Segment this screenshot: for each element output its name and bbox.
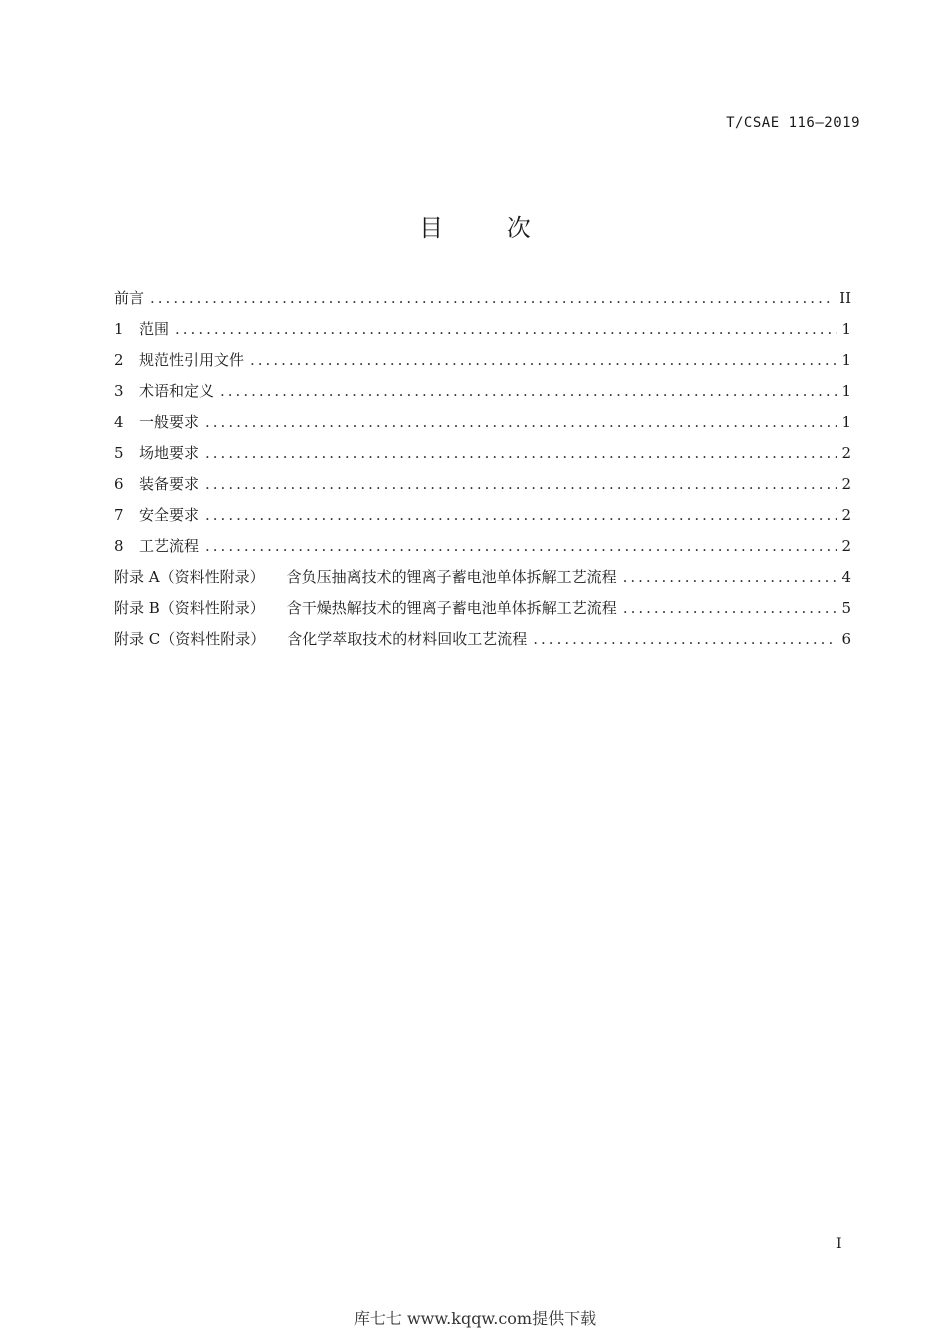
toc-entry-process-flow[interactable] bbox=[114, 535, 851, 566]
toc-leader bbox=[205, 475, 837, 493]
toc-entry-label bbox=[114, 628, 527, 649]
toc-entry-site-requirements[interactable] bbox=[114, 442, 851, 473]
toc-entry-safety-requirements[interactable] bbox=[114, 504, 851, 535]
toc-entry-appendix-b[interactable] bbox=[114, 597, 851, 628]
toc-leader bbox=[205, 444, 837, 462]
toc-entry-page: 1 bbox=[841, 320, 851, 338]
footer-watermark: 库七七 www.kqqw.com提供下载 bbox=[353, 1309, 597, 1328]
toc-leader bbox=[175, 320, 837, 338]
toc-entry-appendix-c[interactable] bbox=[114, 628, 851, 659]
page-number: I bbox=[836, 1236, 842, 1252]
appendix-detail: 含负压抽离技术的锂离子蓄电池单体拆解工艺流程 bbox=[286, 568, 617, 586]
toc-entry-page: II bbox=[839, 289, 851, 307]
toc-entry-page: 1 bbox=[841, 382, 851, 400]
toc-entry-label: 装备要求 bbox=[139, 475, 200, 493]
toc-entry-label bbox=[114, 597, 617, 618]
toc-entry-label bbox=[114, 566, 617, 587]
toc-entry-number: 8 bbox=[114, 537, 124, 555]
appendix-detail: 含干燥热解技术的锂离子蓄电池单体拆解工艺流程 bbox=[286, 599, 617, 617]
appendix-detail: 含化学萃取技术的材料回收工艺流程 bbox=[287, 630, 528, 648]
toc-entry-page: 2 bbox=[841, 537, 851, 555]
toc-leader bbox=[205, 413, 837, 431]
appendix-label: 附录 C（资料性附录） bbox=[114, 630, 266, 648]
toc-leader bbox=[205, 506, 837, 524]
toc-entry-general-requirements[interactable] bbox=[114, 411, 851, 442]
toc-entry-label: 一般要求 bbox=[139, 413, 200, 431]
toc-leader bbox=[623, 599, 837, 617]
toc-entry-page: 5 bbox=[841, 599, 851, 617]
toc-title: 目 次 bbox=[419, 214, 559, 242]
toc-entry-label: 术语和定义 bbox=[139, 382, 215, 400]
toc-entry-foreword[interactable] bbox=[114, 287, 851, 318]
toc-entry-terms[interactable] bbox=[114, 380, 851, 411]
toc-entry-page: 2 bbox=[841, 475, 851, 493]
appendix-label: 附录 A（资料性附录） bbox=[114, 568, 265, 586]
toc-entry-normative-references[interactable] bbox=[114, 349, 851, 380]
toc-entry-scope[interactable] bbox=[114, 318, 851, 349]
toc-entry-appendix-a[interactable] bbox=[114, 566, 851, 597]
toc-entry-number: 4 bbox=[114, 413, 124, 431]
toc-entry-number: 1 bbox=[114, 320, 124, 338]
toc-entry-page: 4 bbox=[841, 568, 851, 586]
toc-entry-number: 6 bbox=[114, 475, 124, 493]
toc-entry-page: 1 bbox=[841, 413, 851, 431]
toc-entry-label: 范围 bbox=[139, 320, 170, 338]
toc-entry-number: 5 bbox=[114, 444, 124, 462]
toc-leader bbox=[623, 568, 837, 586]
toc-entry-number: 7 bbox=[114, 506, 124, 524]
toc-entry-page: 6 bbox=[841, 630, 851, 648]
toc-leader bbox=[220, 382, 837, 400]
toc-entry-page: 1 bbox=[841, 351, 851, 369]
toc-leader bbox=[150, 289, 835, 307]
toc-entry-label: 安全要求 bbox=[139, 506, 200, 524]
toc-entry-equipment-requirements[interactable] bbox=[114, 473, 851, 504]
toc-entry-label: 场地要求 bbox=[139, 444, 200, 462]
standard-code: T/CSAE 116—2019 bbox=[726, 115, 860, 131]
toc-entry-number: 2 bbox=[114, 351, 124, 369]
toc-entry-label: 规范性引用文件 bbox=[139, 351, 245, 369]
toc-leader bbox=[250, 351, 837, 369]
toc-list bbox=[114, 287, 851, 659]
toc-entry-number: 3 bbox=[114, 382, 124, 400]
toc-entry-page: 2 bbox=[841, 444, 851, 462]
toc-leader bbox=[533, 630, 837, 648]
appendix-label: 附录 B（资料性附录） bbox=[114, 599, 265, 617]
toc-entry-label: 前言 bbox=[114, 289, 145, 307]
toc-leader bbox=[205, 537, 837, 555]
toc-entry-page: 2 bbox=[841, 506, 851, 524]
toc-entry-label: 工艺流程 bbox=[139, 537, 200, 555]
